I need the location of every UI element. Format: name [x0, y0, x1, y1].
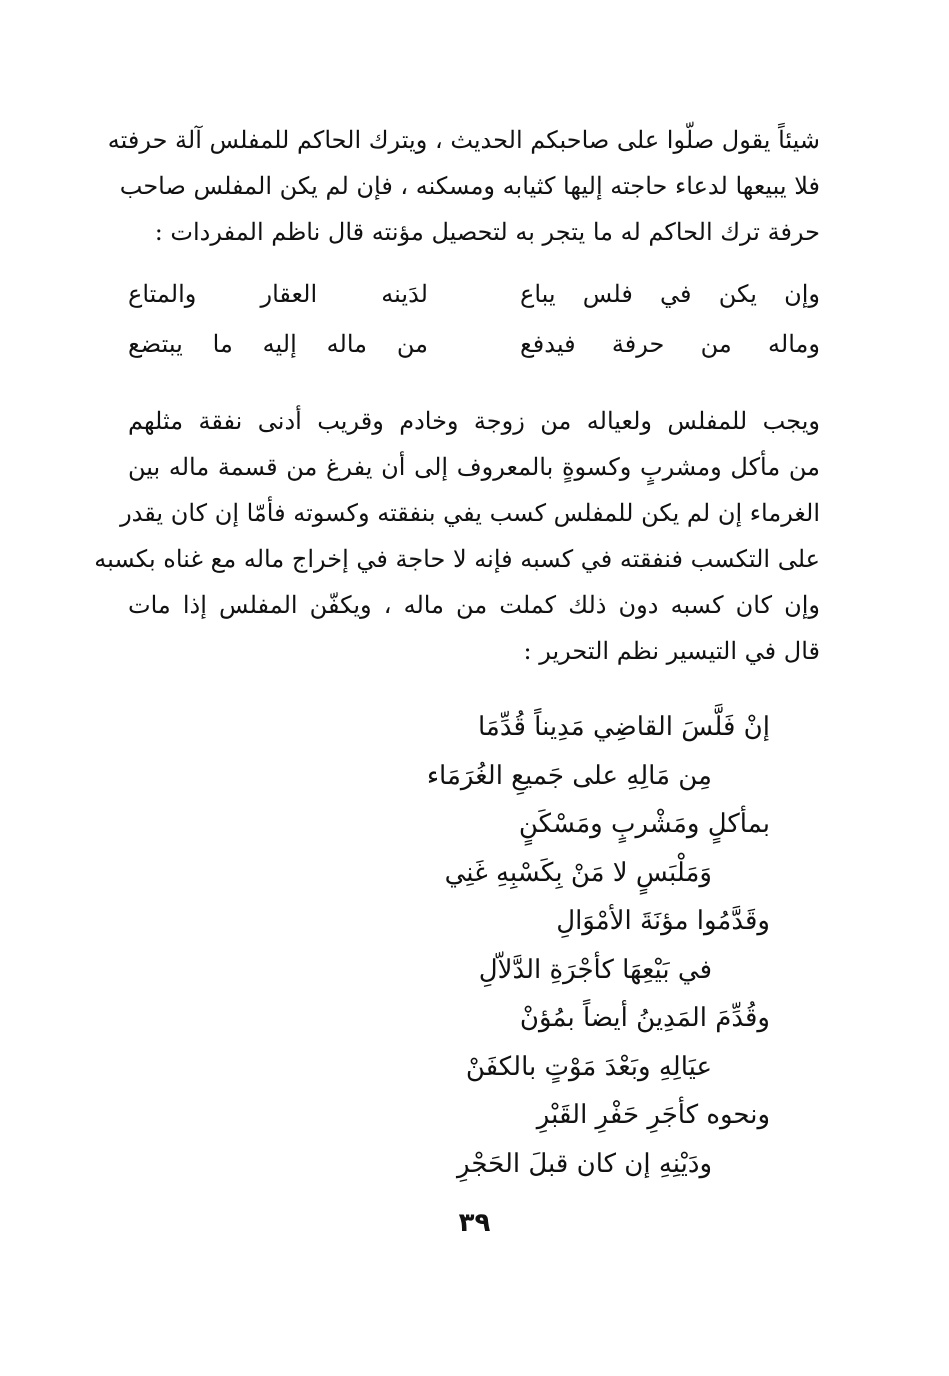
paragraph-line: قال في التيسير نظم التحرير : [523, 637, 820, 665]
paragraph-line: على التكسب فنفقته في كسبه فإنه لا حاجة في إخراج ماله مع غناه بكسبه [94, 545, 820, 573]
paragraph-line: شيئاً يقول صلّوا على صاحبكم الحديث ، ويترك الحاكم للمفلس آلة حرفته [107, 126, 820, 154]
poem-line: مِن مَالِهِ على جَميعِ الغُرَمَاء [426, 760, 712, 791]
poem-line: إنْ فَلَّسَ القاضِي مَدِيناً قُدِّمَا [477, 712, 770, 742]
poem-line: في بَيْعِهَا كأجْرَةِ الدَّلاّلِ [478, 954, 712, 985]
paragraph-line: من مأكل ومشربٍ وكسوةٍ بالمعروف إلى أن يفرغ من قسمة ماله بين [128, 453, 820, 481]
paragraph-line: فلا يبيعها لدعاء حاجته إليها كثيابه ومسكنه ، فإن لم يكن المفلس صاحب [119, 172, 820, 200]
poem-line: ونحوه كأجَرِ حَفْرِ القَبْرِ [536, 1100, 770, 1130]
paragraph-2 [94, 398, 820, 674]
verse-couplets [128, 280, 820, 380]
verse-row [128, 330, 820, 380]
poem-line: بمأكلٍ ومَشْربٍ ومَسْكَنٍ [518, 809, 770, 839]
poem-line: ودَيْنِهِ إن كان قبلَ الحَجْرِ [457, 1148, 712, 1179]
poem-line: وقُدِّمَ المَدِينُ أيضاً بمُؤنْ [519, 1003, 770, 1033]
verse-row [128, 280, 820, 330]
paragraph-line: ويجب للمفلس ولعياله من زوجة وخادم وقريب أدنى نفقة مثلهم [128, 407, 820, 435]
paragraph-line: الغرماء إن لم يكن للمفلس كسب يفي بنفقته وكسوته فأمّا إن كان يقدر [120, 499, 820, 527]
verse-second-hemistich: لدَينه العقار والمتاع [128, 280, 428, 308]
verse-first-hemistich: وإن يكن في فلس يباع [520, 280, 820, 308]
poem-line: وقَدَّمُوا مؤنَةَ الأمْوَالِ [556, 906, 770, 936]
poem [150, 712, 770, 1197]
poem-line: وَمَلْبَسٍ لا مَنْ بِكَسْبِهِ غَنِي [444, 857, 712, 888]
paragraph-1 [107, 117, 820, 255]
page-number: ٣٩ [458, 1208, 491, 1238]
poem-line: عيَالِهِ وبَعْدَ مَوْتٍ بالكفَنْ [465, 1051, 712, 1082]
verse-second-hemistich: من ماله إليه ما يبتضع [128, 330, 428, 358]
verse-first-hemistich: وماله من حرفة فيدفع [520, 330, 820, 358]
paragraph-line: وإن كان كسبه دون ذلك كملت من ماله ، ويكفّن المفلس إذا مات [128, 591, 820, 619]
paragraph-line: حرفة ترك الحاكم له ما يتجر به لتحصيل مؤنته قال ناظم المفردات : [154, 218, 820, 246]
